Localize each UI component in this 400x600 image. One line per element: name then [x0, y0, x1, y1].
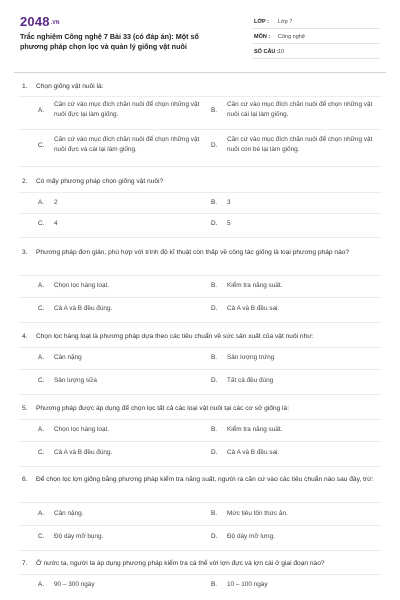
option-text: Cả A và B đều sai.	[227, 449, 280, 456]
question-number: 2.	[22, 178, 28, 185]
option-2b[interactable]	[211, 198, 231, 208]
option-divider	[18, 129, 382, 130]
option-3d[interactable]	[211, 304, 279, 314]
meta-value: 10	[278, 49, 285, 55]
meta-key: SỐ CÂU :	[254, 49, 279, 55]
question-divider	[18, 466, 382, 467]
option-text: Mức tiêu tốn thức ăn.	[227, 510, 288, 517]
option-2d[interactable]	[211, 219, 231, 229]
question-divider	[18, 96, 382, 97]
option-6d[interactable]	[211, 532, 275, 542]
meta-table	[252, 14, 380, 59]
question-divider	[18, 550, 382, 551]
question-5	[22, 403, 380, 414]
question-stem: Ở nước ta, người ta áp dụng phương pháp kiểm tra cá thể với lợn đực và lợn cái ở giai đoạn nào?	[36, 560, 325, 567]
question-divider	[18, 502, 382, 503]
option-divider	[18, 297, 382, 298]
option-letter: A.	[38, 426, 45, 433]
question-stem: Có mấy phương pháp chọn giống vật nuôi?	[36, 178, 164, 185]
option-text: Căn cứ vào mục đích chăn nuôi để chọn những vật nuôi đực lại làm giống.	[54, 101, 200, 118]
option-letter: B.	[211, 199, 218, 206]
option-text: Độ dày mỡ bụng.	[54, 533, 104, 540]
question-text	[22, 247, 380, 258]
option-letter: C.	[38, 220, 45, 227]
option-3b[interactable]	[211, 281, 282, 291]
option-letter: B.	[211, 581, 218, 588]
option-text: Cả A và B đều đúng.	[54, 449, 113, 456]
question-text	[22, 81, 380, 92]
question-number: 7.	[22, 560, 28, 567]
option-text: 2	[54, 199, 58, 206]
option-text: Cân nặng	[54, 354, 82, 361]
option-letter: B.	[211, 510, 218, 517]
question-text	[22, 558, 380, 569]
option-5a[interactable]	[38, 425, 109, 435]
question-number: 6.	[22, 476, 28, 483]
question-divider	[18, 237, 382, 238]
option-text: Chọn lọc hàng loạt.	[54, 282, 110, 289]
option-text: Tất cả đều đúng	[227, 377, 274, 384]
option-5b[interactable]	[211, 425, 282, 435]
option-1d[interactable]	[211, 135, 377, 155]
meta-row-subject	[252, 29, 380, 44]
meta-key: LỚP :	[254, 19, 269, 25]
question-number: 5.	[22, 405, 28, 412]
site-logo[interactable]	[20, 14, 60, 29]
option-text: Cả A và B đều đúng.	[54, 305, 113, 312]
option-letter: C.	[38, 377, 45, 384]
question-stem: Chọn giống vật nuôi là:	[36, 83, 104, 90]
option-7a[interactable]	[38, 580, 95, 590]
option-1b[interactable]	[211, 100, 377, 120]
meta-key: MÔN :	[254, 34, 271, 40]
option-text: Căn cứ vào mục đích chăn nuôi để chọn những vật nuôi con bé lại làm giống.	[227, 136, 373, 153]
option-letter: B.	[211, 354, 218, 361]
option-text: Độ dày mỡ lưng.	[227, 533, 275, 540]
option-2a[interactable]	[38, 198, 58, 208]
question-divider	[18, 419, 382, 420]
meta-value: Lớp 7	[278, 19, 293, 25]
question-stem: Phương pháp được áp dụng để chọn lọc tất cả các loại vật nuôi tại các cơ sở giống là:	[36, 405, 290, 412]
option-1c[interactable]	[38, 135, 204, 155]
question-stem: Để chọn lọc lợn giống bằng phương pháp kiểm tra năng suất, người ra căn cứ vào các tiêu chuẩn nào sau đây, trừ:	[36, 476, 374, 483]
option-letter: A.	[38, 282, 45, 289]
question-divider	[18, 192, 382, 193]
option-5c[interactable]	[38, 448, 112, 458]
question-stem: Chọn lọc hàng loạt là phương pháp dựa theo các tiêu chuẩn về sức sản xuất của vật nuôi như:	[36, 333, 314, 340]
option-1a[interactable]	[38, 100, 204, 120]
question-2	[22, 176, 380, 187]
document-title: Trắc nghiệm Công nghệ 7 Bài 33 (có đáp án): Một số phương pháp chọn lọc và quản lý giống vật nuôi	[20, 32, 199, 51]
option-text: 10 – 100 ngày	[227, 581, 268, 588]
header-divider	[14, 72, 386, 73]
option-4c[interactable]	[38, 376, 97, 386]
option-divider	[18, 441, 382, 442]
meta-value: Công nghệ	[278, 34, 305, 40]
option-text: 4	[54, 220, 58, 227]
option-text: 5	[227, 220, 231, 227]
worksheet-header	[20, 14, 380, 64]
question-number: 4.	[22, 333, 28, 340]
question-text	[22, 403, 380, 414]
option-7b[interactable]	[211, 580, 268, 590]
question-text	[22, 176, 380, 187]
option-5d[interactable]	[211, 448, 279, 458]
option-text: Kiểm tra năng suất.	[227, 282, 283, 289]
option-letter: D.	[211, 142, 218, 149]
option-4b[interactable]	[211, 353, 274, 363]
option-text: Kiểm tra năng suất.	[227, 426, 283, 433]
question-divider	[18, 166, 382, 167]
question-stem: Phương pháp đơn giản, phù hợp với trình độ kĩ thuật còn thấp về công tác giống là loại phương pháp nào?	[36, 249, 350, 256]
option-letter: D.	[211, 220, 218, 227]
option-letter: B.	[211, 107, 218, 114]
option-letter: D.	[211, 377, 218, 384]
question-divider	[18, 322, 382, 323]
option-divider	[18, 369, 382, 370]
question-1	[22, 81, 380, 92]
option-text: 3	[227, 199, 231, 206]
option-3c[interactable]	[38, 304, 112, 314]
option-letter: A.	[38, 107, 45, 114]
option-2c[interactable]	[38, 219, 58, 229]
question-divider	[18, 347, 382, 348]
option-text: 90 – 300 ngày	[54, 581, 95, 588]
question-number: 1.	[22, 83, 28, 90]
option-letter: C.	[38, 305, 45, 312]
question-text	[22, 474, 380, 485]
option-text: Sản lượng trứng	[227, 354, 275, 361]
option-letter: A.	[38, 354, 45, 361]
option-text: Chọn lọc hàng loạt.	[54, 426, 110, 433]
question-6	[22, 474, 380, 485]
option-letter: D.	[211, 305, 218, 312]
question-number: 3.	[22, 249, 28, 256]
question-divider	[18, 574, 382, 575]
option-letter: C.	[38, 449, 45, 456]
question-7	[22, 558, 380, 569]
option-letter: C.	[38, 533, 45, 540]
question-3	[22, 247, 380, 258]
option-letter: A.	[38, 510, 45, 517]
question-text	[22, 331, 380, 342]
option-text: Sản lượng sữa	[54, 377, 97, 384]
option-letter: A.	[38, 199, 45, 206]
option-4d[interactable]	[211, 376, 273, 386]
meta-row-class	[252, 14, 380, 29]
option-text: Cả A và B đều sai.	[227, 305, 280, 312]
question-4	[22, 331, 380, 342]
option-divider	[18, 213, 382, 214]
option-letter: A.	[38, 581, 45, 588]
question-divider	[18, 394, 382, 395]
option-letter: D.	[211, 533, 218, 540]
option-divider	[18, 525, 382, 526]
option-text: Căn cứ vào mục đích chăn nuôi để chọn những vật nuôi cái lại làm giống.	[227, 101, 373, 118]
meta-row-count	[252, 44, 380, 59]
option-letter: C.	[38, 142, 45, 149]
option-6b[interactable]	[211, 509, 288, 519]
option-4a[interactable]	[38, 353, 82, 363]
logo-text: 2048	[20, 14, 50, 29]
option-letter: D.	[211, 449, 218, 456]
option-letter: B.	[211, 282, 218, 289]
option-text: Cân nặng.	[54, 510, 84, 517]
option-letter: B.	[211, 426, 218, 433]
option-3a[interactable]	[38, 281, 109, 291]
option-6a[interactable]	[38, 509, 84, 519]
logo-suffix: .VN	[50, 19, 60, 26]
option-6c[interactable]	[38, 532, 103, 542]
question-divider	[18, 275, 382, 276]
option-text: Căn cứ vào mục đích chăn nuôi để chọn những vật nuôi đực và cái lại làm giống.	[54, 136, 200, 153]
